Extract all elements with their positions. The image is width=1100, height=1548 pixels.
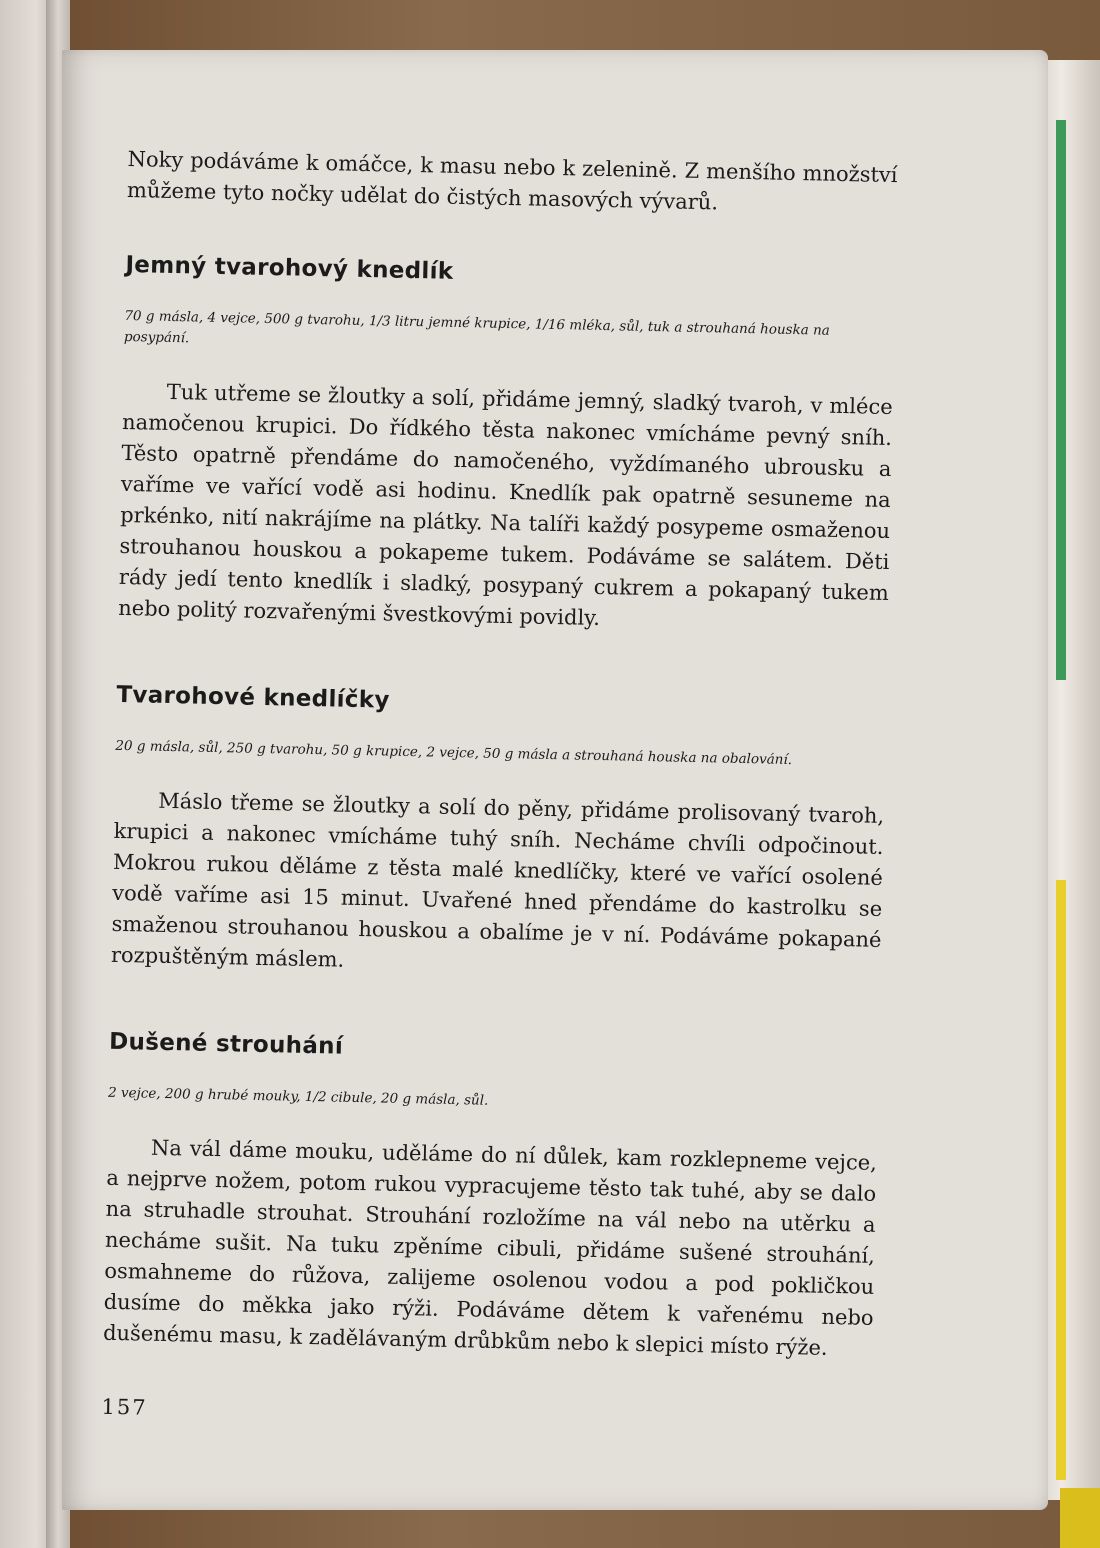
cover-green-stripe xyxy=(1056,120,1066,680)
recipe-section xyxy=(118,252,896,640)
recipe-method: Tuk utřeme se žloutky a solí, přidáme jemný, sladký tvaroh, v mléce namočenou krupici. Do řídkého těsta nakonec vmícháme pevný sníh. Těsto opatrně přendáme do namočeného, vyždímaného ubrousku a vaříme ve vařící vodě asi hodinu. Knedlík pak opatrně sesuneme na prkénko, nití nakrájíme na plátky. Na talíři každý posypeme osmaženou strouhanou houskou a pokapeme tukem. Podáváme se salátem. Děti rády jedí tento knedlík i sladký, posypaný cukrem a pokapaný tukem nebo politý rozvařenými švestkovými povidly. xyxy=(118,379,893,630)
book-page xyxy=(62,50,1048,1510)
recipe-ingredients: 2 vejce, 200 g hrubé mouky, 1/2 cibule, 20 g másla, sůl. xyxy=(107,1084,489,1109)
recipe-method: Na vál dáme mouku, uděláme do ní důlek, kam rozklepneme vejce, a nejprve nožem, potom rukou vypracujeme těsto tak tuhé, aby se dalo na struhadle strouhat. Strouhání rozložíme na vál nebo na utěrku a necháme sušit. Na tuku zpěníme cibuli, přidáme sušené strouhání, osmahneme do růžova, zalijeme osolenou vodou a pod pokličkou dusíme do měkka jako rýži. Podáváme dětem k vařenému nebo dušenému masu, k zadělávaným drůbkům nebo k slepici místo rýže. xyxy=(102,1135,878,1360)
recipe-title: Jemný tvarohový knedlík xyxy=(125,251,454,285)
page-number: 157 xyxy=(101,1394,148,1420)
recipe-section xyxy=(103,1029,880,1365)
recipe-ingredients: 70 g másla, 4 vejce, 500 g tvarohu, 1/3 litru jemné krupice, 1/16 mléka, sůl, tuk a strouhaná houska na posypání. xyxy=(123,307,830,347)
page-content xyxy=(101,144,898,1435)
intro-paragraph: Noky podáváme k omáčce, k masu nebo k zelenině. Z menšího množství můžeme tyto nočky udělat do čistých masových vývarů. xyxy=(126,146,898,215)
recipe-method: Máslo třeme se žloutky a solí do pěny, přidáme prolisovaný tvaroh, krupici a nakonec vmícháme tuhý sníh. Necháme chvíli odpočinout. Mokrou rukou děláme z těsta malé knedlíčky, které ve vařící osolené vodě vaříme asi 15 minut. Uvařené hned přendáme do kastrolku se smaženou strouhanou houskou a obalíme je v ní. Podáváme pokapané rozpuštěným máslem. xyxy=(110,788,885,972)
cover-yellow-stripe xyxy=(1056,880,1066,1480)
recipe-title: Dušené strouhání xyxy=(108,1028,344,1060)
recipe-title: Tvarohové knedlíčky xyxy=(116,681,390,714)
recipe-section xyxy=(111,682,887,987)
recipe-ingredients: 20 g másla, sůl, 250 g tvarohu, 50 g krupice, 2 vejce, 50 g másla a strouhaná houska na obalování. xyxy=(115,737,793,769)
cover-yellow-corner xyxy=(1060,1488,1100,1548)
